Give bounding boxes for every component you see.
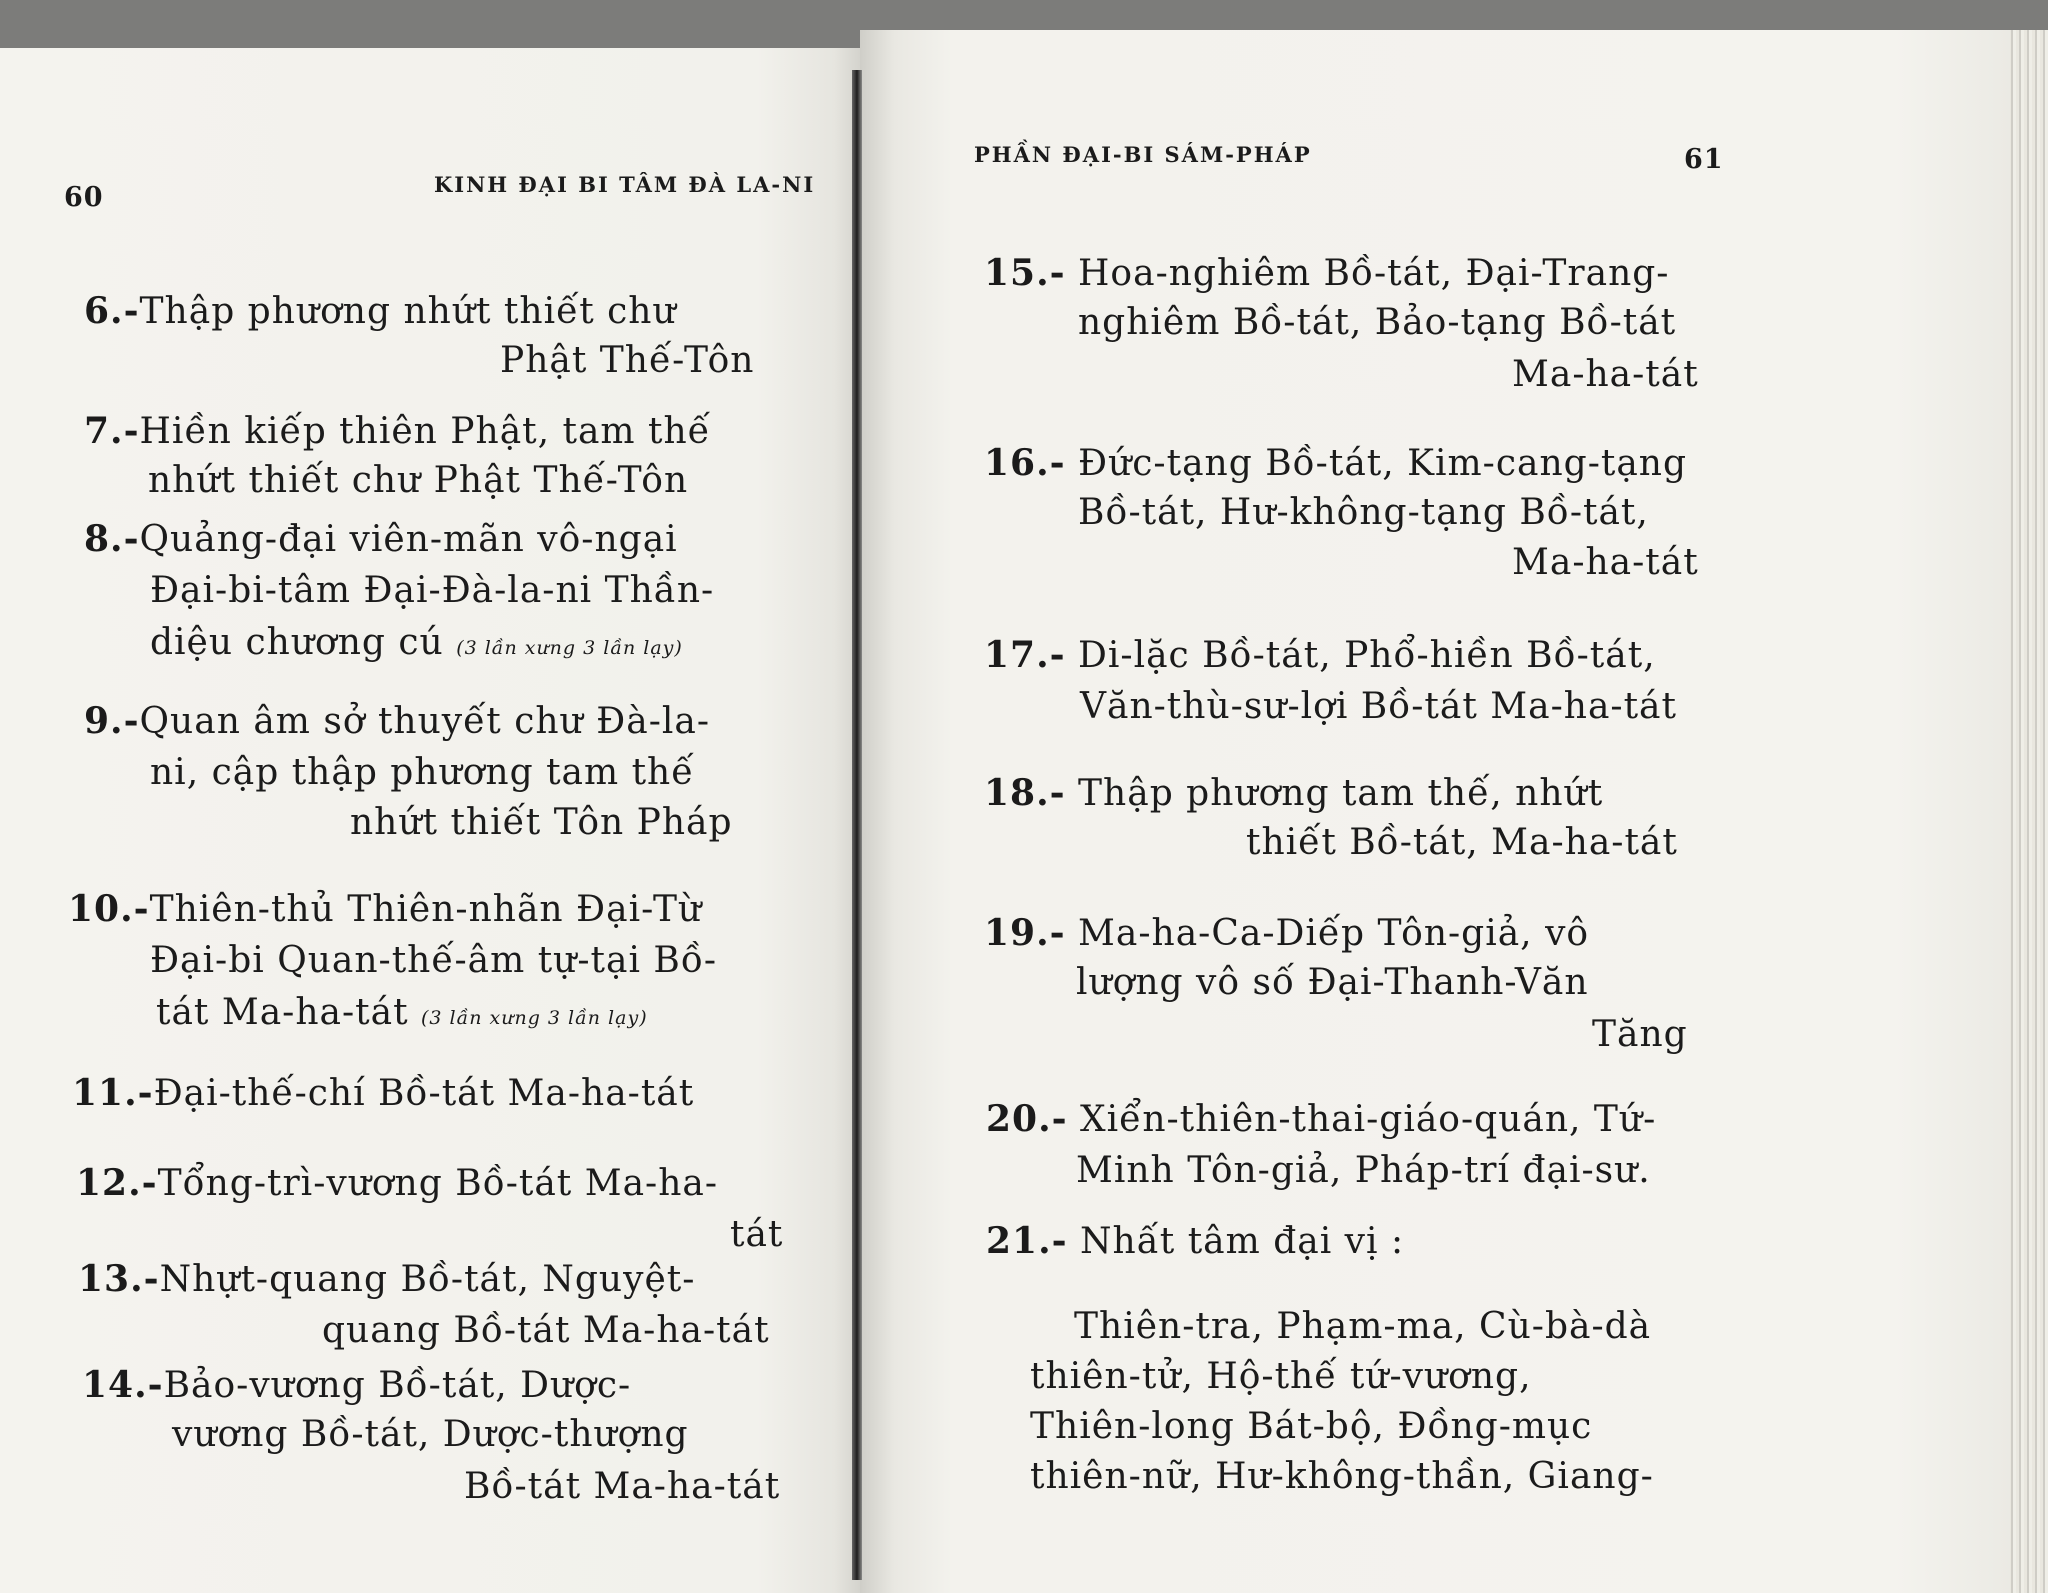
item-text: Xiển-thiên-thai-giáo-quán, Tứ- bbox=[1080, 1099, 1657, 1140]
left-page bbox=[0, 48, 860, 1593]
item-text: Ma-ha-Ca-Diếp Tôn-giả, vô bbox=[1078, 913, 1590, 954]
running-header-left: KINH ĐẠI BI TÂM ĐÀ LA-NI bbox=[434, 172, 816, 197]
item-line: thiết Bồ-tát, Ma-ha-tát bbox=[1246, 822, 1678, 863]
item-number: 7.- bbox=[84, 410, 140, 452]
paragraph-line: thiên-tử, Hộ-thế tứ-vương, bbox=[1030, 1356, 1532, 1397]
item-text: Nhất tâm đại vị : bbox=[1080, 1221, 1405, 1262]
item-line bbox=[984, 442, 1687, 484]
paragraph-line: Thiên-tra, Phạm-ma, Cù-bà-dà bbox=[1074, 1306, 1652, 1347]
item-number: 15.- bbox=[984, 252, 1066, 294]
item-text: Hoa-nghiêm Bồ-tát, Đại-Trang- bbox=[1078, 253, 1670, 294]
item-line: lượng vô số Đại-Thanh-Văn bbox=[1076, 962, 1589, 1003]
right-page bbox=[860, 30, 2010, 1593]
item-text: Nhựt-quang Bồ-tát, Nguyệt- bbox=[159, 1259, 696, 1300]
book-gutter bbox=[852, 70, 862, 1580]
item-number: 17.- bbox=[984, 634, 1066, 676]
item-line: Phật Thế-Tôn bbox=[500, 340, 755, 381]
item-line: quang Bồ-tát Ma-ha-tát bbox=[322, 1310, 770, 1351]
item-text: Đại-thế-chí Bồ-tát Ma-ha-tát bbox=[153, 1073, 695, 1114]
item-line bbox=[84, 700, 710, 742]
item-line bbox=[150, 622, 683, 663]
item-note: (3 lần xưng 3 lần lạy) bbox=[456, 637, 683, 659]
item-line: ni, cập thập phương tam thế bbox=[150, 752, 695, 793]
item-line: Bồ-tát, Hư-không-tạng Bồ-tát, bbox=[1078, 492, 1649, 533]
item-text: Bảo-vương Bồ-tát, Dược- bbox=[163, 1365, 632, 1406]
item-line: tát bbox=[730, 1214, 784, 1255]
item-number: 6.- bbox=[84, 290, 140, 332]
item-text: Hiền kiếp thiên Phật, tam thế bbox=[139, 411, 711, 452]
item-line bbox=[68, 888, 702, 930]
item-line bbox=[984, 252, 1669, 294]
paragraph-line: thiên-nữ, Hư-không-thần, Giang- bbox=[1030, 1456, 1654, 1497]
item-line bbox=[84, 410, 711, 452]
item-number: 14.- bbox=[82, 1364, 164, 1406]
item-number: 18.- bbox=[984, 772, 1066, 814]
item-line: Ma-ha-tát bbox=[1512, 542, 1699, 583]
page-number-left: 60 bbox=[64, 182, 104, 213]
item-line bbox=[984, 772, 1603, 814]
item-text: Thiên-thủ Thiên-nhãn Đại-Từ bbox=[149, 889, 703, 930]
paragraph-line: Thiên-long Bát-bộ, Đồng-mục bbox=[1030, 1406, 1593, 1447]
item-line: Đại-bi-tâm Đại-Đà-la-ni Thần- bbox=[150, 570, 715, 611]
item-line bbox=[84, 290, 764, 332]
item-line: Bồ-tát Ma-ha-tát bbox=[464, 1466, 781, 1507]
item-text: Thập phương nhứt thiết chư bbox=[139, 291, 677, 332]
item-number: 8.- bbox=[84, 518, 140, 560]
item-line bbox=[984, 912, 1589, 954]
item-number: 13.- bbox=[78, 1258, 160, 1300]
item-line bbox=[156, 992, 648, 1033]
item-line bbox=[82, 1364, 631, 1406]
item-number: 12.- bbox=[76, 1162, 158, 1204]
item-text: Quảng-đại viên-mãn vô-ngại bbox=[139, 519, 678, 560]
item-number: 16.- bbox=[984, 442, 1066, 484]
item-line bbox=[986, 1098, 1656, 1140]
item-line: Tăng bbox=[1592, 1014, 1688, 1055]
item-text: Di-lặc Bồ-tát, Phổ-hiền Bồ-tát, bbox=[1078, 635, 1656, 676]
item-line: nhứt thiết Tôn Pháp bbox=[350, 802, 733, 843]
item-number: 21.- bbox=[986, 1220, 1068, 1262]
item-text: tát Ma-ha-tát bbox=[156, 992, 409, 1033]
item-number: 19.- bbox=[984, 912, 1066, 954]
item-line: Minh Tôn-giả, Pháp-trí đại-sư. bbox=[1076, 1150, 1651, 1191]
item-line: nghiêm Bồ-tát, Bảo-tạng Bồ-tát bbox=[1078, 302, 1677, 343]
item-text: Thập phương tam thế, nhứt bbox=[1078, 773, 1604, 814]
item-text: Tổng-trì-vương Bồ-tát Ma-ha- bbox=[157, 1163, 719, 1204]
item-line: nhứt thiết chư Phật Thế-Tôn bbox=[148, 460, 689, 501]
item-note: (3 lần xưng 3 lần lạy) bbox=[421, 1007, 648, 1029]
item-line: vương Bồ-tát, Dược-thượng bbox=[172, 1414, 689, 1455]
item-line: Văn-thù-sư-lợi Bồ-tát Ma-ha-tát bbox=[1080, 686, 1677, 727]
item-line bbox=[78, 1258, 695, 1300]
item-line: Ma-ha-tát bbox=[1512, 354, 1699, 395]
item-number: 11.- bbox=[72, 1072, 154, 1114]
item-line bbox=[84, 518, 678, 560]
running-header-right: PHẦN ĐẠI-BI SÁM-PHÁP bbox=[974, 142, 1312, 167]
item-line bbox=[986, 1220, 1404, 1262]
item-line bbox=[984, 634, 1656, 676]
item-number: 20.- bbox=[986, 1098, 1068, 1140]
item-number: 10.- bbox=[68, 888, 150, 930]
item-number: 9.- bbox=[84, 700, 140, 742]
item-line: Đại-bi Quan-thế-âm tự-tại Bồ- bbox=[150, 940, 718, 981]
item-text: Quan âm sở thuyết chư Đà-la- bbox=[139, 701, 710, 742]
item-text: diệu chương cú bbox=[150, 622, 444, 663]
item-line bbox=[76, 1162, 718, 1204]
item-line bbox=[72, 1072, 694, 1114]
item-text: Đức-tạng Bồ-tát, Kim-cang-tạng bbox=[1078, 443, 1688, 484]
page-number-right: 61 bbox=[1684, 144, 1724, 175]
